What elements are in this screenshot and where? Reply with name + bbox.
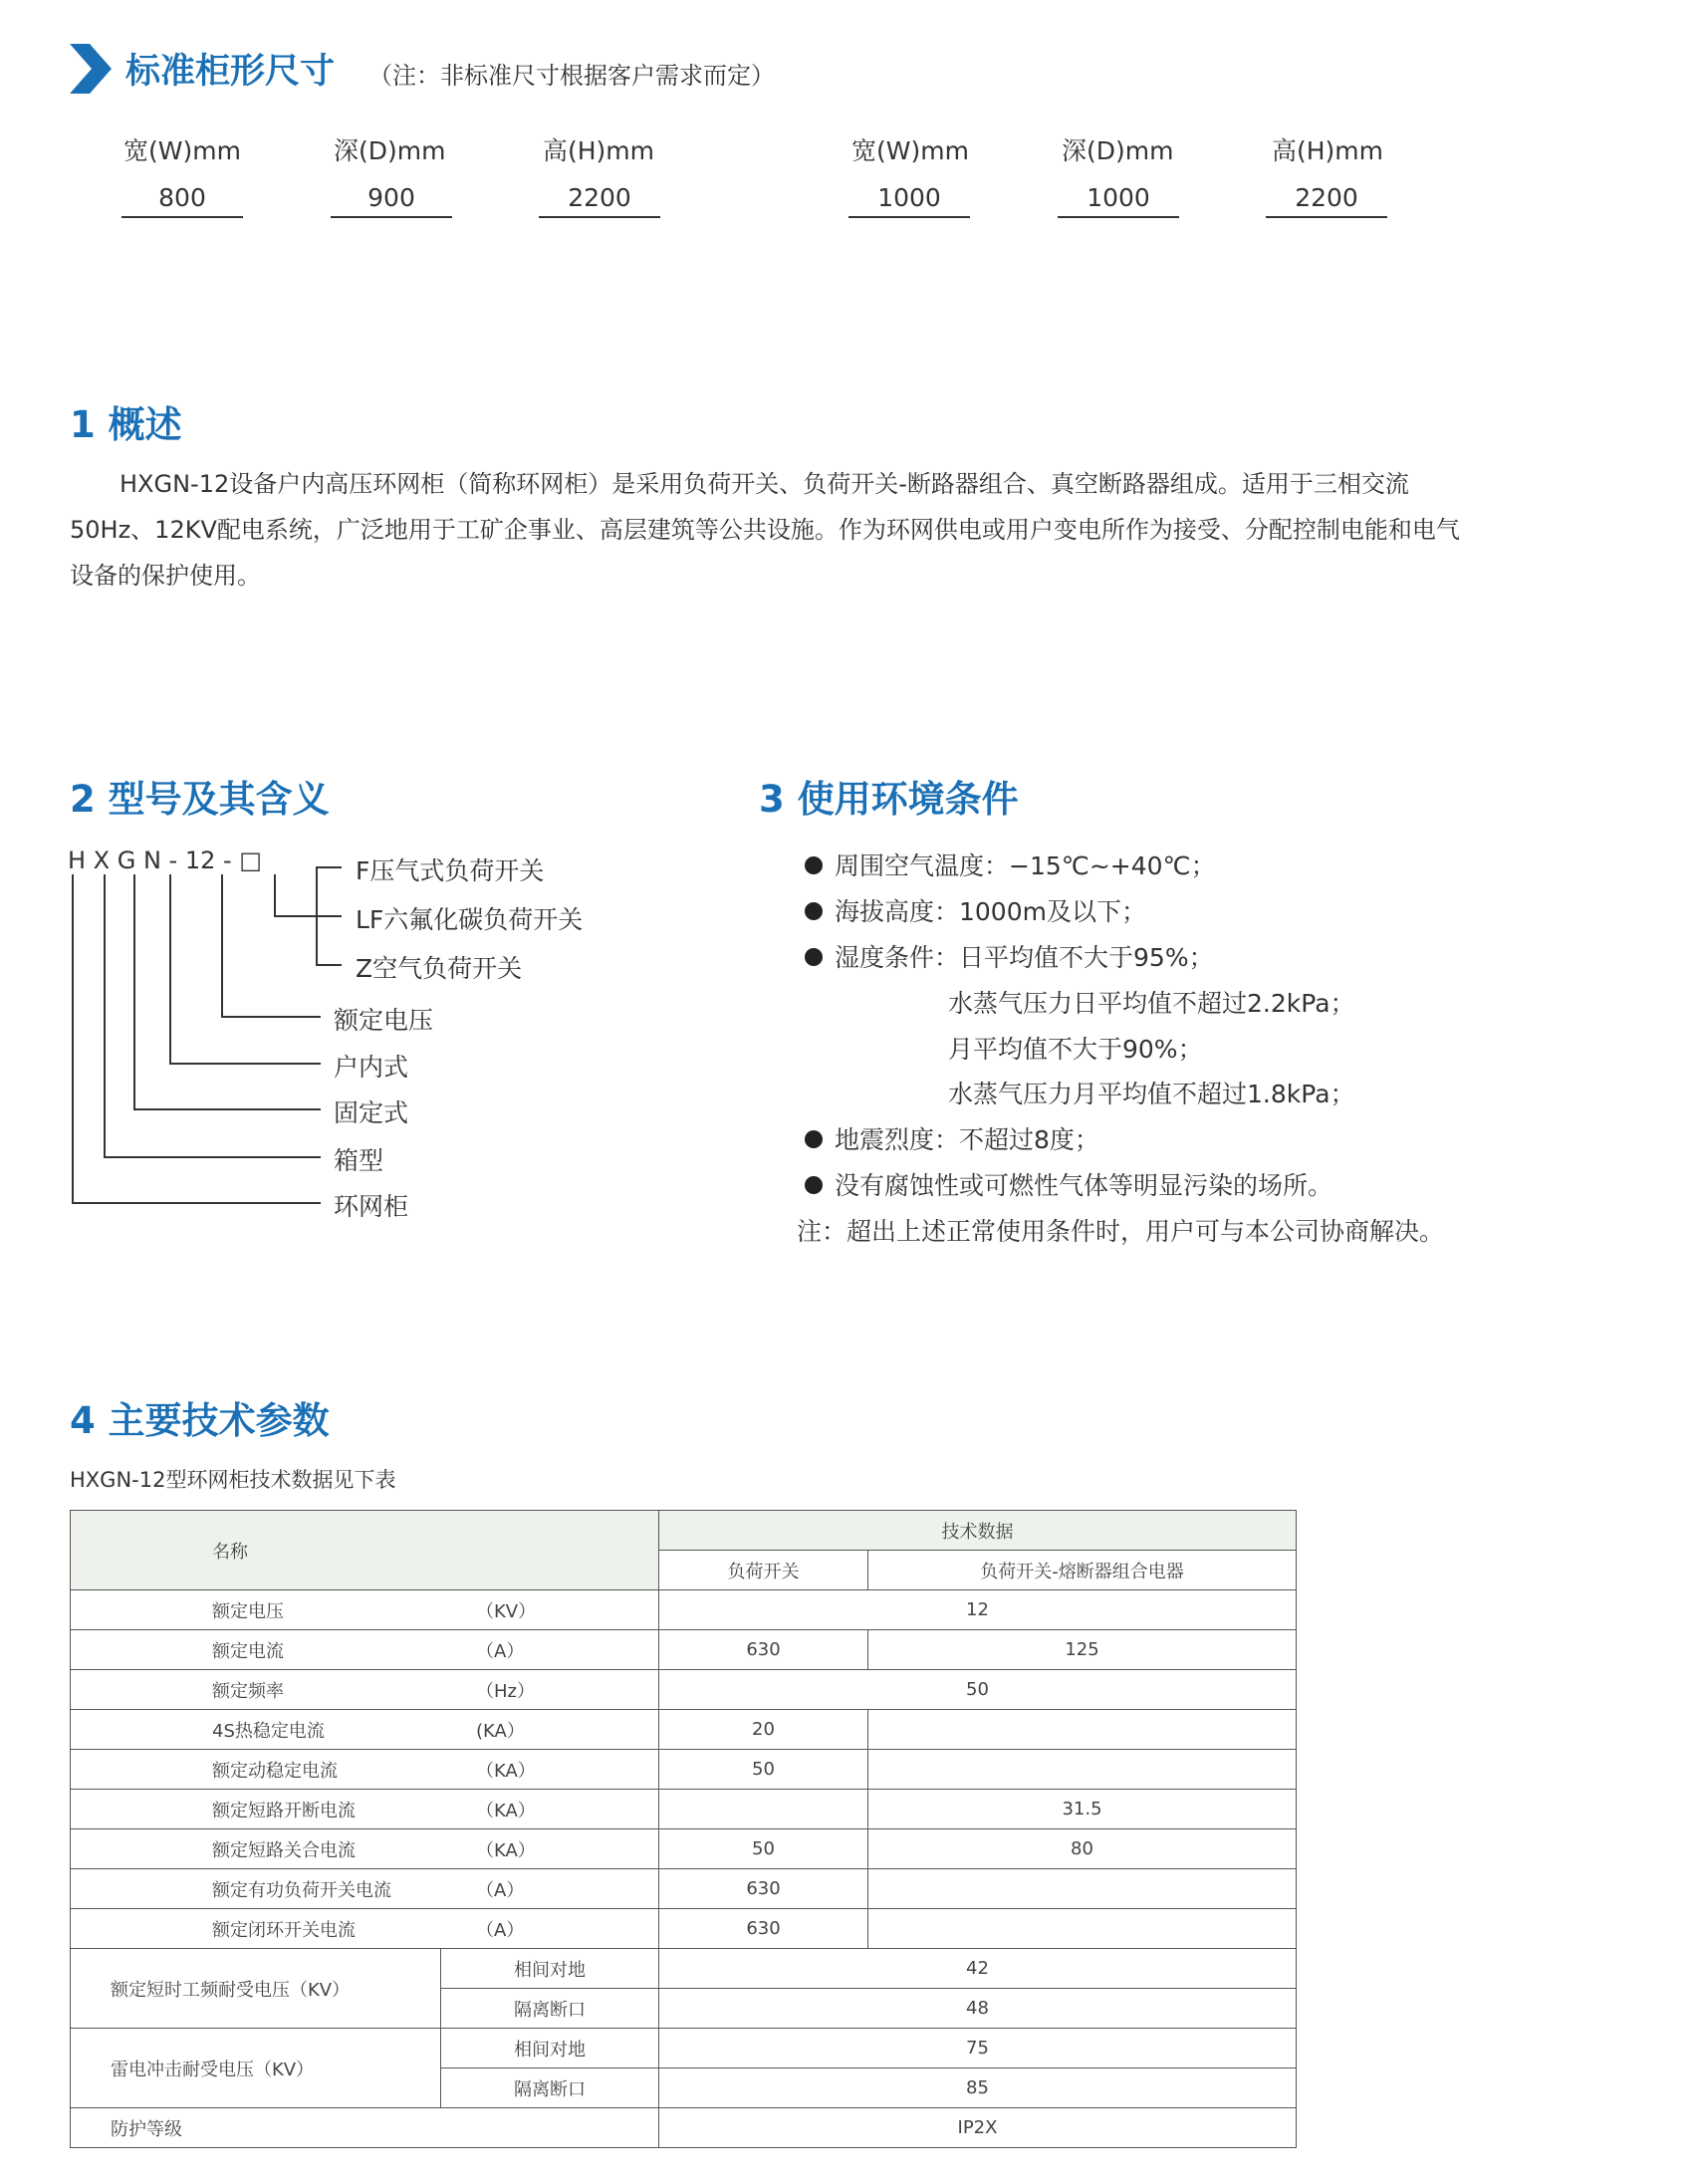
header-tech-data: 技术数据 <box>659 1511 1297 1551</box>
section-title-model: 2 型号及其含义 <box>70 778 330 821</box>
table-row: 额定有功负荷开关电流 （A） 630 <box>71 1869 1297 1909</box>
option-z: Z空气负荷开关 <box>356 954 523 983</box>
env-note: 注：超出上述正常使用条件时，用户可与本公司协商解决。 <box>797 1217 1445 1246</box>
env-item-seismic: 地震烈度：不超过8度； <box>805 1120 1099 1156</box>
bullet-icon <box>805 948 823 966</box>
env-item-temperature: 周围空气温度：−15℃~+40℃； <box>805 847 1216 882</box>
tech-params-subtitle: HXGN-12型环网柜技术数据见下表 <box>70 1468 396 1492</box>
header-name: 名称 <box>71 1511 659 1590</box>
env-item-pollution: 没有腐蚀性或可燃性气体等明显污染的场所。 <box>805 1166 1332 1202</box>
section-title-dimensions: 标准柜形尺寸 <box>125 52 336 92</box>
table-row: 4S热稳定电流 (KA） 20 <box>71 1710 1297 1750</box>
table-row: 额定短路关合电流 （KA） 50 80 <box>71 1829 1297 1869</box>
meaning-box: 箱型 <box>334 1146 384 1175</box>
section-title-overview: 1 概述 <box>70 403 182 446</box>
meaning-ring-main-unit: 环网柜 <box>334 1192 409 1221</box>
dim-label-width-2: 宽(W)mm <box>851 136 969 165</box>
table-row: 额定电压 （KV） 12 <box>71 1590 1297 1630</box>
section-title-tech-params: 4 主要技术参数 <box>70 1399 330 1442</box>
env-item-altitude: 海拔高度：1000m及以下； <box>805 892 1146 928</box>
dim-label-height-1: 高(H)mm <box>543 136 655 165</box>
bullet-icon <box>805 1176 823 1194</box>
table-row: 防护等级 IP2X <box>71 2108 1297 2148</box>
dim-value-height-2: 2200 <box>1266 183 1387 218</box>
dim-value-depth-1: 900 <box>331 183 452 218</box>
meaning-fixed: 固定式 <box>334 1098 409 1127</box>
model-code: H X G N - 12 - □ <box>68 847 262 874</box>
bullet-icon <box>805 1130 823 1148</box>
dim-value-height-1: 2200 <box>539 183 660 218</box>
header-load-switch: 负荷开关 <box>659 1551 868 1590</box>
dimensions-note: （注：非标准尺寸根据客户需求而定） <box>368 62 775 90</box>
meaning-indoor: 户内式 <box>334 1053 409 1082</box>
table-row: 额定动稳定电流 （KA） 50 <box>71 1750 1297 1790</box>
env-item-vapor-day: 水蒸气压力日平均值不超过2.2kPa； <box>948 989 1355 1018</box>
env-item-humidity: 湿度条件：日平均值不大于95%； <box>805 938 1214 974</box>
dim-label-height-2: 高(H)mm <box>1272 136 1384 165</box>
chevron-right-icon <box>70 44 112 94</box>
table-row: 额定电流 （A） 630 125 <box>71 1630 1297 1670</box>
section-title-environment: 3 使用环境条件 <box>759 778 1019 821</box>
dim-value-depth-2: 1000 <box>1058 183 1179 218</box>
header-fuse-combo: 负荷开关-熔断器组合电器 <box>868 1551 1297 1590</box>
table-row: 额定频率 （Hz） 50 <box>71 1670 1297 1710</box>
bullet-icon <box>805 856 823 874</box>
table-row: 额定闭环开关电流 （A） 630 <box>71 1909 1297 1949</box>
tech-params-table <box>70 1510 1297 2148</box>
bullet-icon <box>805 902 823 920</box>
env-item-humidity-month: 月平均值不大于90%； <box>948 1035 1203 1064</box>
option-f: F压气式负荷开关 <box>356 856 545 885</box>
env-item-vapor-month: 水蒸气压力月平均值不超过1.8kPa； <box>948 1080 1355 1108</box>
table-row: 隔离断口 48 <box>71 1989 1297 2029</box>
meaning-rated-voltage: 额定电压 <box>334 1006 434 1035</box>
dim-value-width-2: 1000 <box>848 183 970 218</box>
table-row: 额定短路开断电流 （KA） 31.5 <box>71 1790 1297 1829</box>
table-row: 雷电冲击耐受电压（KV） 相间对地 75 <box>71 2029 1297 2068</box>
dim-label-depth-1: 深(D)mm <box>334 136 446 165</box>
table-row: 额定短时工频耐受电压（KV） 相间对地 42 <box>71 1949 1297 1989</box>
dim-value-width-1: 800 <box>121 183 243 218</box>
overview-paragraph: HXGN-12设备户内高压环网柜（简称环网柜）是采用负荷开关、负荷开关-断路器组合、真空断路器组成。适用于三相交流50Hz、12KV配电系统，广泛地用于工矿企事业、高层建筑等公共设施。作为环网供电或用户变电所作为接受、分配控制电能和电气设备的保护使用。 <box>70 470 1460 590</box>
table-row: 隔离断口 85 <box>71 2068 1297 2108</box>
dim-label-depth-2: 深(D)mm <box>1062 136 1174 165</box>
dim-label-width-1: 宽(W)mm <box>123 136 241 165</box>
option-lf: LF六氟化碳负荷开关 <box>356 905 584 934</box>
